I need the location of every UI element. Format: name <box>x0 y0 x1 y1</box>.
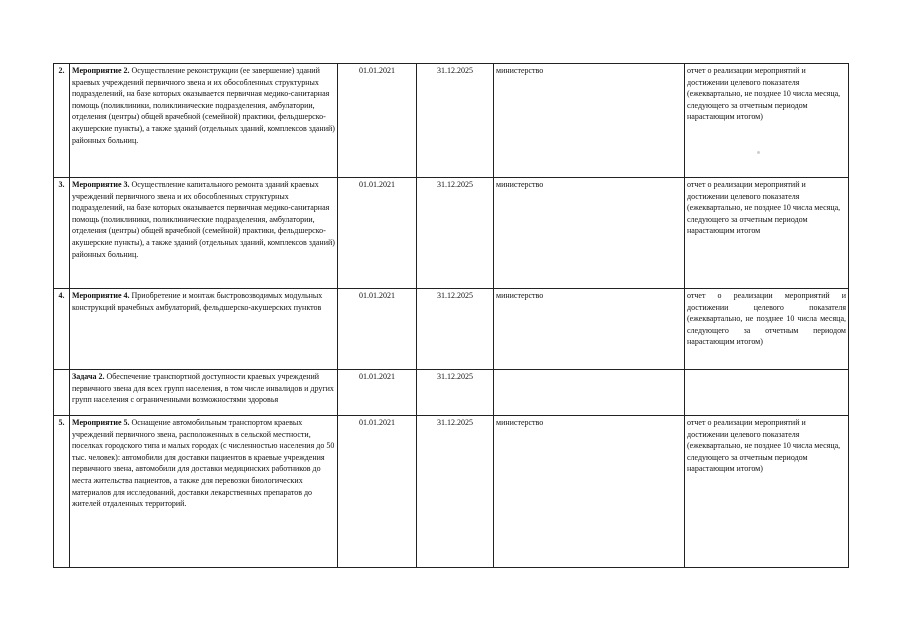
table-row <box>54 289 849 370</box>
activity-text: Оснащение автомобильным транспортом краевых учреждений первичного звена, расположенных в сельской местности, поселках городского типа и малых городах (с численностью населения до 50 тыс. человек): автомобили для доставки пациентов в краевые учреждения первичного звена, автомобили для доставки медицинских работников до места жительства пациентов, а также для перевозки биологических материалов для исследований, доставки лекарственных препаратов до жителей отдаленных территорий. <box>72 418 335 509</box>
report-form: отчет о реализации мероприятий и достижении целевого показателя (ежеквартально, не позднее 10 числа месяца, следующего за отчетным периодом нарастающим итогом <box>685 178 849 289</box>
start-date: 01.01.2021 <box>338 64 417 178</box>
activities-table <box>53 63 849 568</box>
activity-description <box>70 64 338 178</box>
task-label: Задача 2. <box>72 372 105 381</box>
executor: министерство <box>494 289 685 370</box>
end-date: 31.12.2025 <box>417 416 494 568</box>
activity-label: Мероприятие 3. <box>72 180 130 189</box>
task-description <box>70 370 338 416</box>
executor: министерство <box>494 64 685 178</box>
report-form: отчет о реализации мероприятий и достижении целевого показателя (ежеквартально, не позднее 10 числа месяца, следующего за отчетным периодом нарастающим итогом) <box>685 416 849 568</box>
activity-text: Осуществление капитального ремонта зданий краевых учреждений первичного звена и их обособленных структурных подразделений, на базе которых оказывается первичная медико-санитарная помощь (поликлиники, поликлинические подразделения, амбулатории, отделения (центры) общей врачебной (семейной) практики, фельдшерско-акушерские пункты), а также зданий (отдельных зданий, комплексов зданий) районных больниц. <box>72 180 335 259</box>
row-number: 4. <box>54 289 70 370</box>
activity-description <box>70 178 338 289</box>
end-date: 31.12.2025 <box>417 64 494 178</box>
activity-text: Приобретение и монтаж быстровозводимых модульных конструкций врачебных амбулаторий, фельдшерско-акушерских пунктов <box>72 291 323 312</box>
activity-text: Осуществление реконструкции (ее завершение) зданий краевых учреждений первичного звена и их обособленных структурных подразделений, на базе которых оказывается первичная медико-санитарная помощь (поликлиники, поликлинические подразделения, амбулатории, отделения (центры) общей врачебной (семейной) практики, фельдшерско-акушерские пункты), а также зданий (отдельных зданий, комплексов зданий) районных больниц. <box>72 66 335 145</box>
table-row <box>54 416 849 568</box>
executor <box>494 370 685 416</box>
row-number: 2. <box>54 64 70 178</box>
row-number: 5. <box>54 416 70 568</box>
report-form <box>685 370 849 416</box>
report-form: отчет о реализации мероприятий и достижении целевого показателя (ежеквартально, не позднее 10 числа месяца, следующего за отчетным периодом нарастающим итогом) <box>685 64 849 178</box>
scan-speck <box>757 151 760 154</box>
start-date: 01.01.2021 <box>338 178 417 289</box>
start-date: 01.01.2021 <box>338 370 417 416</box>
activity-label: Мероприятие 5. <box>72 418 130 427</box>
table-row <box>54 64 849 178</box>
row-number <box>54 370 70 416</box>
end-date: 31.12.2025 <box>417 370 494 416</box>
table-row <box>54 178 849 289</box>
row-number: 3. <box>54 178 70 289</box>
activity-description <box>70 289 338 370</box>
activity-label: Мероприятие 2. <box>72 66 130 75</box>
table-row <box>54 370 849 416</box>
task-text: Обеспечение транспортной доступности краевых учреждений первичного звена для всех групп населения, в том числе инвалидов и других групп населения с ограниченными возможностями здоровья <box>72 372 334 405</box>
end-date: 31.12.2025 <box>417 178 494 289</box>
report-form: отчет о реализации мероприятий и достижении целевого показателя (ежеквартально, не позднее 10 числа месяца, следующего за отчетным периодом нарастающим итогом) <box>685 289 849 370</box>
start-date: 01.01.2021 <box>338 416 417 568</box>
start-date: 01.01.2021 <box>338 289 417 370</box>
activity-label: Мероприятие 4. <box>72 291 130 300</box>
activity-description <box>70 416 338 568</box>
executor: министерство <box>494 178 685 289</box>
executor: министерство <box>494 416 685 568</box>
end-date: 31.12.2025 <box>417 289 494 370</box>
